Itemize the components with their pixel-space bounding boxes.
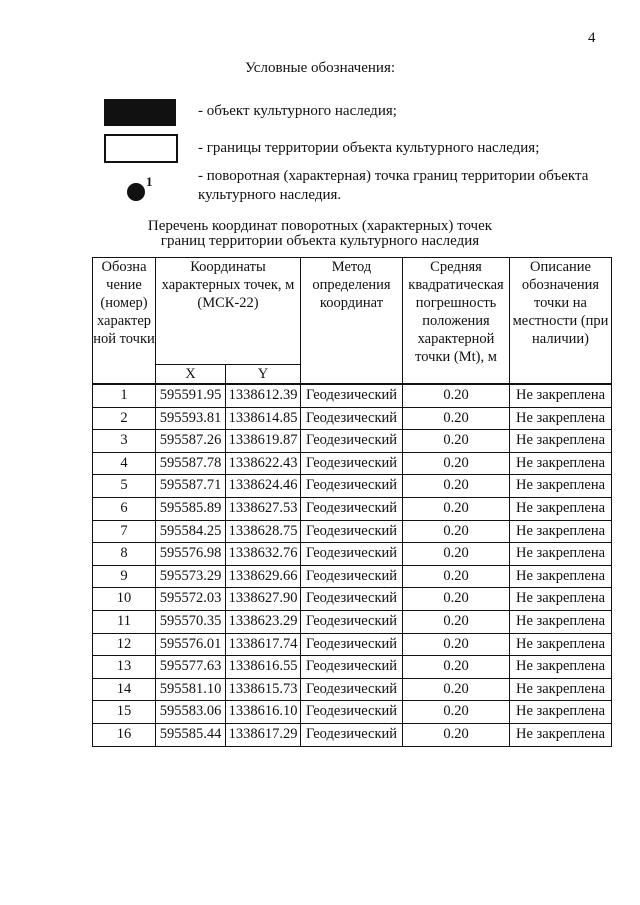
mean-error-cell: 0.20 [403,384,510,407]
description-cell: Не закреплена [510,543,612,566]
x-coordinate-cell: 595591.95 [156,384,226,407]
point-number-cell: 4 [93,452,156,475]
description-cell: Не закреплена [510,565,612,588]
numbered-point-icon [127,183,145,201]
description-cell: Не закреплена [510,497,612,520]
table-row [93,407,612,430]
point-number-cell: 14 [93,678,156,701]
description-cell: Не закреплена [510,656,612,679]
x-coordinate-cell: 595587.71 [156,475,226,498]
method-cell: Геодезический [301,543,403,566]
description-cell: Не закреплена [510,723,612,746]
description-cell: Не закреплена [510,633,612,656]
table-row [93,452,612,475]
point-number-cell: 15 [93,701,156,724]
table-row [93,701,612,724]
table-row [93,543,612,566]
coordinates-table [92,257,612,747]
x-coordinate-cell: 595587.26 [156,430,226,453]
header-x: X [156,365,226,385]
legend-item-territory-boundary: - границы территории объекта культурного наследия; [198,140,540,156]
legend-item-heritage-object: - объект культурного наследия; [198,103,397,119]
x-coordinate-cell: 595593.81 [156,407,226,430]
x-coordinate-cell: 595576.98 [156,543,226,566]
header-coordinates: Координаты характерных точек, м (МСК-22) [156,258,301,365]
table-row [93,430,612,453]
page-number: 4 [588,30,596,46]
method-cell: Геодезический [301,520,403,543]
x-coordinate-cell: 595587.78 [156,452,226,475]
y-coordinate-cell: 1338627.53 [226,497,301,520]
method-cell: Геодезический [301,610,403,633]
mean-error-cell: 0.20 [403,430,510,453]
list-title-line-2: границ территории объекта культурного наследия [160,233,480,249]
header-description: Описание обозначения точки на местности (при наличии) [510,258,612,385]
list-title-line-1: Перечень координат поворотных (характерных) точек [147,218,493,234]
method-cell: Геодезический [301,633,403,656]
point-number-cell: 9 [93,565,156,588]
x-coordinate-cell: 595584.25 [156,520,226,543]
x-coordinate-cell: 595581.10 [156,678,226,701]
y-coordinate-cell: 1338629.66 [226,565,301,588]
method-cell: Геодезический [301,656,403,679]
legend-item-turning-point: - поворотная (характерная) точка границ территории объекта культурного наследия. [198,168,589,203]
y-coordinate-cell: 1338617.74 [226,633,301,656]
coordinates-list-title [0,219,640,249]
y-coordinate-cell: 1338612.39 [226,384,301,407]
table-row [93,723,612,746]
table-row [93,475,612,498]
method-cell: Геодезический [301,430,403,453]
description-cell: Не закреплена [510,588,612,611]
description-cell: Не закреплена [510,384,612,407]
table-row [93,565,612,588]
y-coordinate-cell: 1338616.55 [226,656,301,679]
table-row [93,384,612,407]
x-coordinate-cell: 595576.01 [156,633,226,656]
method-cell: Геодезический [301,678,403,701]
x-coordinate-cell: 595585.44 [156,723,226,746]
mean-error-cell: 0.20 [403,452,510,475]
method-cell: Геодезический [301,588,403,611]
filled-rectangle-icon [104,99,176,126]
table-row [93,633,612,656]
mean-error-cell: 0.20 [403,633,510,656]
mean-error-cell: 0.20 [403,565,510,588]
method-cell: Геодезический [301,497,403,520]
table-row [93,520,612,543]
method-cell: Геодезический [301,384,403,407]
description-cell: Не закреплена [510,430,612,453]
mean-error-cell: 0.20 [403,407,510,430]
method-cell: Геодезический [301,701,403,724]
point-label: 1 [146,174,153,189]
point-number-cell: 1 [93,384,156,407]
header-y: Y [226,365,301,385]
header-point-number: Обозна чение (номер) характер ной точки [93,258,156,385]
point-number-cell: 5 [93,475,156,498]
mean-error-cell: 0.20 [403,588,510,611]
point-number-cell: 11 [93,610,156,633]
description-cell: Не закреплена [510,678,612,701]
point-number-cell: 6 [93,497,156,520]
y-coordinate-cell: 1338632.76 [226,543,301,566]
mean-error-cell: 0.20 [403,678,510,701]
y-coordinate-cell: 1338617.29 [226,723,301,746]
description-cell: Не закреплена [510,610,612,633]
table-row [93,678,612,701]
table-row [93,610,612,633]
point-number-cell: 12 [93,633,156,656]
mean-error-cell: 0.20 [403,543,510,566]
x-coordinate-cell: 595570.35 [156,610,226,633]
y-coordinate-cell: 1338619.87 [226,430,301,453]
y-coordinate-cell: 1338623.29 [226,610,301,633]
method-cell: Геодезический [301,723,403,746]
point-number-cell: 13 [93,656,156,679]
y-coordinate-cell: 1338615.73 [226,678,301,701]
point-number-cell: 8 [93,543,156,566]
y-coordinate-cell: 1338624.46 [226,475,301,498]
method-cell: Геодезический [301,475,403,498]
mean-error-cell: 0.20 [403,520,510,543]
point-number-cell: 10 [93,588,156,611]
mean-error-cell: 0.20 [403,497,510,520]
point-number-cell: 2 [93,407,156,430]
table-body [93,384,612,746]
mean-error-cell: 0.20 [403,701,510,724]
outlined-rectangle-icon [104,134,178,163]
description-cell: Не закреплена [510,452,612,475]
x-coordinate-cell: 595585.89 [156,497,226,520]
x-coordinate-cell: 595583.06 [156,701,226,724]
mean-error-cell: 0.20 [403,723,510,746]
table-row [93,656,612,679]
description-cell: Не закреплена [510,407,612,430]
y-coordinate-cell: 1338622.43 [226,452,301,475]
method-cell: Геодезический [301,452,403,475]
y-coordinate-cell: 1338627.90 [226,588,301,611]
x-coordinate-cell: 595572.03 [156,588,226,611]
table-row [93,588,612,611]
description-cell: Не закреплена [510,520,612,543]
point-number-cell: 16 [93,723,156,746]
method-cell: Геодезический [301,407,403,430]
header-method: Метод определения координат [301,258,403,385]
y-coordinate-cell: 1338616.10 [226,701,301,724]
point-number-cell: 7 [93,520,156,543]
method-cell: Геодезический [301,565,403,588]
y-coordinate-cell: 1338614.85 [226,407,301,430]
description-cell: Не закреплена [510,475,612,498]
mean-error-cell: 0.20 [403,610,510,633]
mean-error-cell: 0.20 [403,656,510,679]
x-coordinate-cell: 595577.63 [156,656,226,679]
description-cell: Не закреплена [510,701,612,724]
x-coordinate-cell: 595573.29 [156,565,226,588]
legend-title: Условные обозначения: [244,60,396,76]
table-row [93,497,612,520]
point-number-cell: 3 [93,430,156,453]
mean-error-cell: 0.20 [403,475,510,498]
header-mean-error: Средняя квадратическая погрешность положения характерной точки (Mt), м [403,258,510,385]
y-coordinate-cell: 1338628.75 [226,520,301,543]
